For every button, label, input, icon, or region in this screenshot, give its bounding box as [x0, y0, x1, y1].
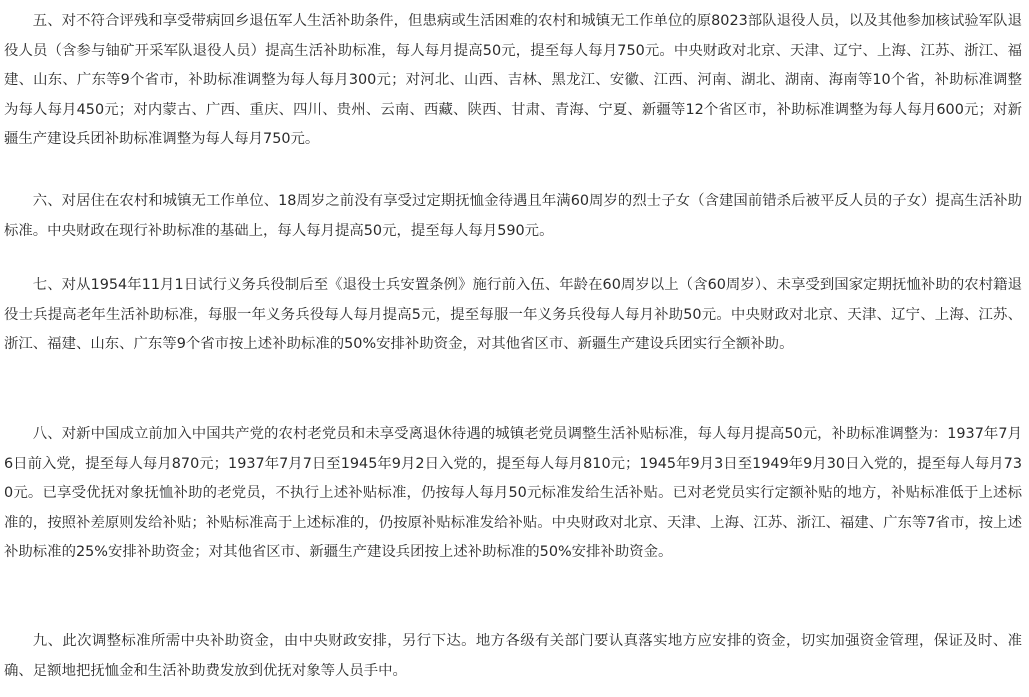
- paragraph-seven: 七、对从1954年11月1日试行义务兵役制后至《退役士兵安置条例》施行前入伍、年龄在60周岁以上（含60周岁）、未享受到国家定期抚恤补助的农村籍退役士兵提高老年生活补助标准，每服一年义务兵役每人每月提高5元，提至每服一年义务兵役每人每月补助50元。中央财政对北京、天津、辽宁、上海、江苏、浙江、福建、山东、广东等9个省市按上述补助标准的50%安排补助资金，对其他省区市、新疆生产建设兵团实行全额补助。: [4, 277, 1022, 352]
- paragraph-nine: 九、此次调整标准所需中央补助资金，由中央财政安排，另行下达。地方各级有关部门要认真落实地方应安排的资金，切实加强资金管理，保证及时、准确、足额地把抚恤金和生活补助费发放到优抚对象等人员手中。: [4, 633, 1022, 679]
- paragraph-six: 六、对居住在农村和城镇无工作单位、18周岁之前没有享受过定期抚恤金待遇且年满60周岁的烈士子女（含建国前错杀后被平反人员的子女）提高生活补助标准。中央财政在现行补助标准的基础上，每人每月提高50元，提至每人每月590元。: [4, 193, 1022, 239]
- paragraph-five: 五、对不符合评残和享受带病回乡退伍军人生活补助条件，但患病或生活困难的农村和城镇无工作单位的原8023部队退役人员，以及其他参加核试验军队退役人员（含参与铀矿开采军队退役人员）提高生活补助标准，每人每月提高50元，提至每人每月750元。中央财政对北京、天津、辽宁、上海、江苏、浙江、福建、山东、广东等9个省市，补助标准调整为每人每月300元；对河北、山西、吉林、黑龙江、安徽、江西、河南、湖北、湖南、海南等10个省，补助标准调整为每人每月450元；对内蒙古、广西、重庆、四川、贵州、云南、西藏、陕西、甘肃、青海、宁夏、新疆等12个省区市，补助标准调整为每人每月600元；对新疆生产建设兵团补助标准调整为每人每月750元。: [4, 13, 1022, 147]
- paragraph-eight: 八、对新中国成立前加入中国共产党的农村老党员和未享受离退休待遇的城镇老党员调整生活补贴标准，每人每月提高50元，补助标准调整为：1937年7月6日前入党，提至每人每月870元；1937年7月7日至1945年9月2日入党的，提至每人每月810元；1945年9月3日至1949年9月30日入党的，提至每人每月730元。已享受优抚对象抚恤补助的老党员，不执行上述补贴标准，仍按每人每月50元标准发给生活补贴。已对老党员实行定额补贴的地方，补贴标准低于上述标准的，按照补差原则发给补贴；补贴标准高于上述标准的，仍按原补贴标准发给补贴。中央财政对北京、天津、上海、江苏、浙江、福建、广东等7省市，按上述补助标准的25%安排补助资金；对其他省区市、新疆生产建设兵团按上述补助标准的50%安排补助资金。: [4, 426, 1022, 560]
